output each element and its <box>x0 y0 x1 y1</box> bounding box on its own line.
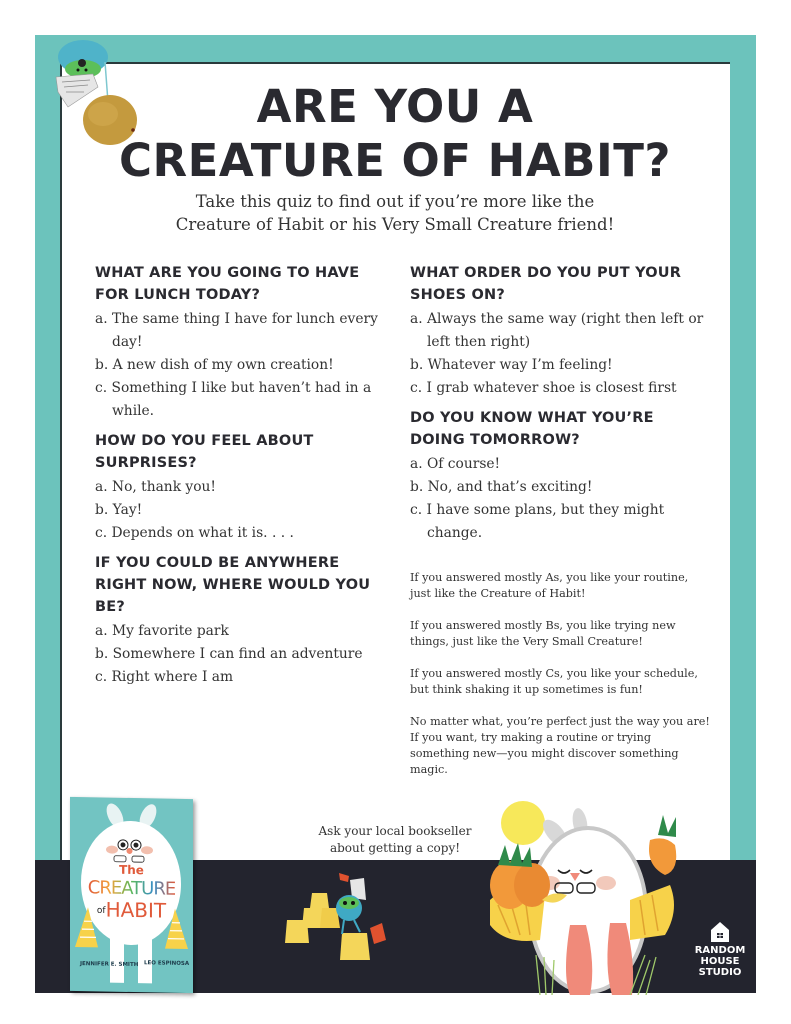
subtitle-line-2: Creature of Habit or his Very Small Creature friend! <box>175 215 615 234</box>
sandcastle-creature-illustration <box>282 868 402 968</box>
answer-option-a: a. My favorite park <box>95 623 229 639</box>
publisher-line-2: HOUSE <box>700 956 740 967</box>
page-title <box>60 80 730 188</box>
house-icon <box>711 922 729 942</box>
result-mostly-b: If you answered mostly Bs, you like trying new things, just like the Very Small Creature! <box>410 619 676 648</box>
answer-option-a: a. The same thing I have for lunch every day! <box>95 311 378 350</box>
question-surprises <box>95 430 395 545</box>
bookseller-callout <box>300 823 490 857</box>
publisher-line-3: STUDIO <box>698 967 742 978</box>
callout-line-2: about getting a copy! <box>329 841 461 855</box>
book-title-creature-text: CREATURE <box>87 877 176 900</box>
answer-option-b: b. A new dish of my own creation! <box>95 357 334 373</box>
answer-option-b: b. Yay! <box>95 502 143 518</box>
answer-option-a: a. Of course! <box>410 456 501 472</box>
question-heading: IF YOU COULD BE ANYWHERE RIGHT NOW, WHERE WOULD YOU BE? <box>95 555 371 615</box>
title-line-2: CREATURE OF HABIT? <box>118 134 672 187</box>
question-lunch <box>95 262 395 423</box>
creature-of-habit-illustration <box>480 805 695 995</box>
callout-line-1: Ask your local bookseller <box>318 824 472 838</box>
answer-option-a: a. No, thank you! <box>95 479 216 495</box>
result-mostly-a: If you answered mostly As, you like your routine, just like the Creature of Habit! <box>410 571 689 600</box>
answer-option-b: b. Whatever way I’m feeling! <box>410 357 613 373</box>
answer-option-a: a. Always the same way (right then left or left then right) <box>410 311 704 350</box>
question-anywhere <box>95 552 395 689</box>
result-mostly-c-line-2: but think shaking it up sometimes is fun! <box>410 683 643 696</box>
result-mostly-c-line-1: If you answered mostly Cs, you like your schedule, <box>410 667 698 680</box>
book-title-habit <box>70 897 193 923</box>
quiz-column-left <box>95 262 395 693</box>
question-heading: DO YOU KNOW WHAT YOU’RE DOING TOMORROW? <box>410 410 654 448</box>
answer-option-c: c. Depends on what it is. . . . <box>95 525 294 541</box>
quiz-column-right <box>410 262 710 549</box>
publisher-line-1: RANDOM <box>694 945 746 956</box>
book-title-of: of <box>96 905 106 917</box>
question-heading: WHAT ORDER DO YOU PUT YOUR SHOES ON? <box>410 265 682 303</box>
publisher-logo <box>688 922 752 978</box>
result-mostly-c <box>410 666 710 698</box>
question-heading: HOW DO YOU FEEL ABOUT SURPRISES? <box>95 433 314 471</box>
question-heading: WHAT ARE YOU GOING TO HAVE FOR LUNCH TODAY? <box>95 265 360 303</box>
answer-option-c: c. Right where I am <box>95 669 234 685</box>
book-title-habit-text: HABIT <box>105 897 167 923</box>
answer-option-c: c. I grab whatever shoe is closest first <box>410 380 677 396</box>
book-title-the: The <box>119 862 144 878</box>
result-closing: No matter what, you’re perfect just the way you are! If you want, try making a routine or trying something new—you might discover something magic. <box>410 715 710 776</box>
book-author: JENNIFER E. SMITH <box>80 961 139 969</box>
book-illustrator: LEO ESPINOSA <box>144 960 190 968</box>
answer-option-c: c. I have some plans, but they might change. <box>410 502 665 541</box>
answer-option-b: b. No, and that’s exciting! <box>410 479 593 495</box>
quiz-results <box>410 570 710 794</box>
subtitle-line-1: Take this quiz to find out if you’re more like the <box>195 192 595 211</box>
answer-option-b: b. Somewhere I can find an adventure <box>95 646 363 662</box>
question-shoes <box>410 262 710 400</box>
book-cover <box>70 797 193 993</box>
answer-option-c: c. Something I like but haven’t had in a while. <box>95 380 372 419</box>
title-line-1: ARE YOU A <box>256 80 534 133</box>
question-tomorrow <box>410 407 710 545</box>
subtitle <box>60 190 730 236</box>
